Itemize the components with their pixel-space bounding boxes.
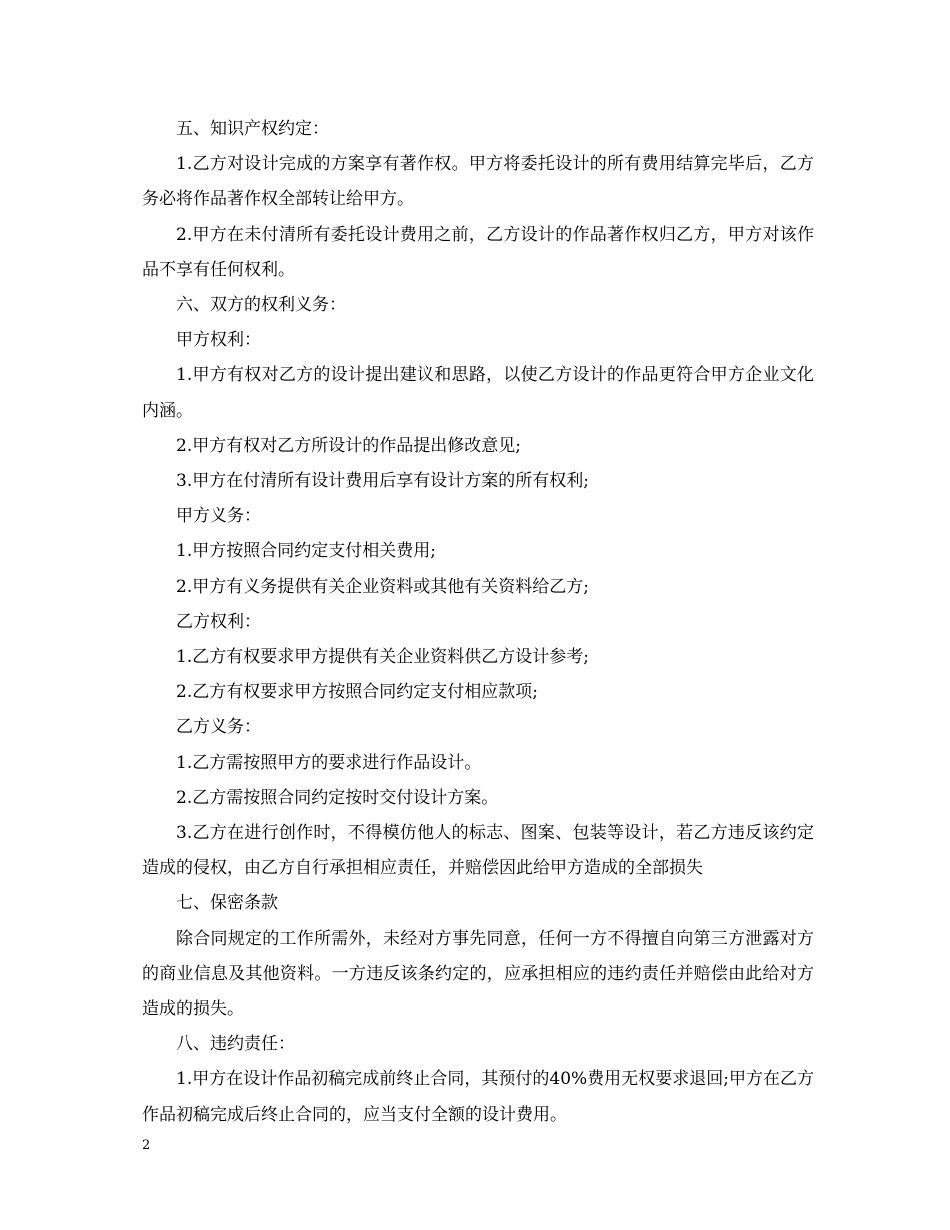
- subheading-party-b-obligations: 乙方义务：: [176, 717, 261, 738]
- paragraph: 3.乙方在进行创作时，不得模仿他人的标志、图案、包装等设计，若乙方违反该约定造成的侵权，由乙方自行承担相应责任，并赔偿因此给甲方造成的全部损失: [142, 823, 814, 879]
- paragraph: 1.甲方有权对乙方的设计提出建议和思路，以使乙方设计的作品更符合甲方企业文化内涵。: [142, 365, 814, 421]
- paragraph: 3.甲方在付清所有设计费用后享有设计方案的所有权利;: [176, 471, 589, 492]
- paragraph: 2.乙方有权要求甲方按照合同约定支付相应款项;: [176, 682, 538, 703]
- paragraph: 2.甲方有权对乙方所设计的作品提出修改意见;: [176, 435, 521, 456]
- paragraph: 2.甲方有义务提供有关企业资料或其他有关资料给乙方;: [176, 576, 589, 597]
- section-heading-ip: 五、知识产权约定：: [176, 119, 329, 139]
- paragraph: 2.乙方需按照合同约定按时交付设计方案。: [176, 787, 499, 808]
- paragraph: 2.甲方在未付清所有委托设计费用之前，乙方设计的作品著作权归乙方，甲方对该作品不享有任何权利。: [142, 224, 814, 280]
- section-heading-liability: 八、违约责任：: [176, 1034, 295, 1055]
- page-number: 2: [142, 1138, 151, 1153]
- section-heading-confidentiality: 七、保密条款: [176, 893, 278, 914]
- paragraph: 1.甲方在设计作品初稿完成前终止合同，其预付的40%费用无权要求退回;甲方在乙方作品初稿完成后终止合同的，应当支付全额的设计费用。: [142, 1069, 814, 1125]
- paragraph: 1.乙方需按照甲方的要求进行作品设计。: [176, 752, 482, 773]
- subheading-party-b-rights: 乙方权利：: [176, 611, 261, 632]
- section-heading-rights-obligations: 六、双方的权利义务：: [176, 295, 346, 316]
- paragraph: 1.甲方按照合同约定支付相关费用;: [176, 541, 436, 562]
- paragraph: 除合同规定的工作所需外，未经对方事先同意，任何一方不得擅自向第三方泄露对方的商业信息及其他资料。一方违反该条约定的，应承担相应的违约责任并赔偿由此给对方造成的损失。: [142, 928, 814, 1020]
- subheading-party-a-obligations: 甲方义务：: [176, 506, 261, 527]
- paragraph: 1.乙方对设计完成的方案享有著作权。甲方将委托设计的所有费用结算完毕后，乙方务必将作品著作权全部转让给甲方。: [142, 154, 814, 210]
- paragraph: 1.乙方有权要求甲方提供有关企业资料供乙方设计参考;: [176, 647, 589, 668]
- document-body: [142, 112, 814, 1133]
- subheading-party-a-rights: 甲方权利：: [176, 330, 261, 351]
